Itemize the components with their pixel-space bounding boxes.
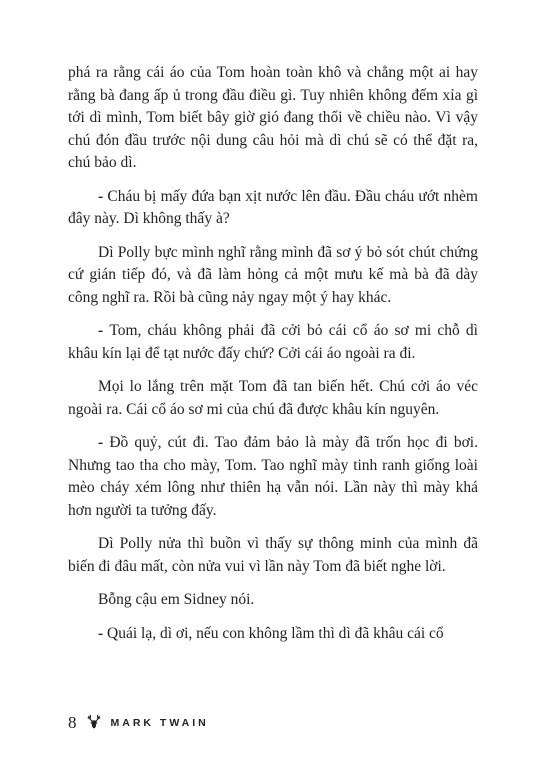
body-text: [68, 62, 478, 656]
paragraph-5: Mọi lo lắng trên mặt Tom đã tan biến hết. Chú cởi áo véc ngoài ra. Cái cổ áo sơ mi của chú đã được khâu kín nguyên.: [68, 378, 478, 418]
paragraph-6: - Đồ quỷ, cút đi. Tao đảm bảo là mày đã trốn học đi bơi. Nhưng tao tha cho mày, Tom. Tao nghĩ mày tinh ranh giống loài mèo cháy xém lông như thiên hạ vẫn nói. Lần này thì mày khá hơn người ta tưởng đấy.: [68, 434, 478, 519]
paragraph-8: Bỗng cậu em Sidney nói.: [98, 591, 255, 608]
paragraph-1: phá ra rằng cái áo của Tom hoàn toàn khô và chẳng một ai hay rằng bà đang ấp ủ trong đầu điều gì. Tuy nhiên không đếm xỉa gì tới dì mình, Tom biết bây giờ gió đang thổi về chiều nào. Vì vậy chú đón đầu trước nội dung câu hỏi mà dì chú sẽ có thể đặt ra, chú bảo dì.: [68, 64, 478, 171]
paragraph-9: - Quái lạ, dì ơi, nếu con không lầm thì dì đã khâu cái cổ: [98, 624, 444, 642]
paragraph-4: - Tom, cháu không phải đã cởi bỏ cái cổ áo sơ mi chỗ dì khâu kín lại để tạt nước đấy chứ? Cởi cái áo ngoài ra đi.: [68, 322, 478, 362]
paragraph-2: - Cháu bị mấy đứa bạn xịt nước lên đầu. Đầu cháu ướt nhèm đây này. Dì không thấy à?: [68, 187, 478, 227]
page-footer: [68, 712, 209, 734]
paragraph-7: Dì Polly nửa thì buồn vì thấy sự thông minh của mình đã biến đi đâu mất, còn nửa vui vì lần này Tom đã biết nghe lời.: [68, 535, 478, 575]
deer-head-icon: [85, 714, 103, 732]
page-number: 8: [68, 713, 77, 732]
paragraph-3: Dì Polly bực mình nghĩ rằng mình đã sơ ý bỏ sót chút chứng cứ gián tiếp đó, và đã làm hỏng cả một mưu kế mà bà đã dày công nghĩ ra. Rồi bà cũng nảy ngay một ý hay khác.: [68, 243, 478, 306]
author-name: MARK TWAIN: [110, 717, 209, 729]
